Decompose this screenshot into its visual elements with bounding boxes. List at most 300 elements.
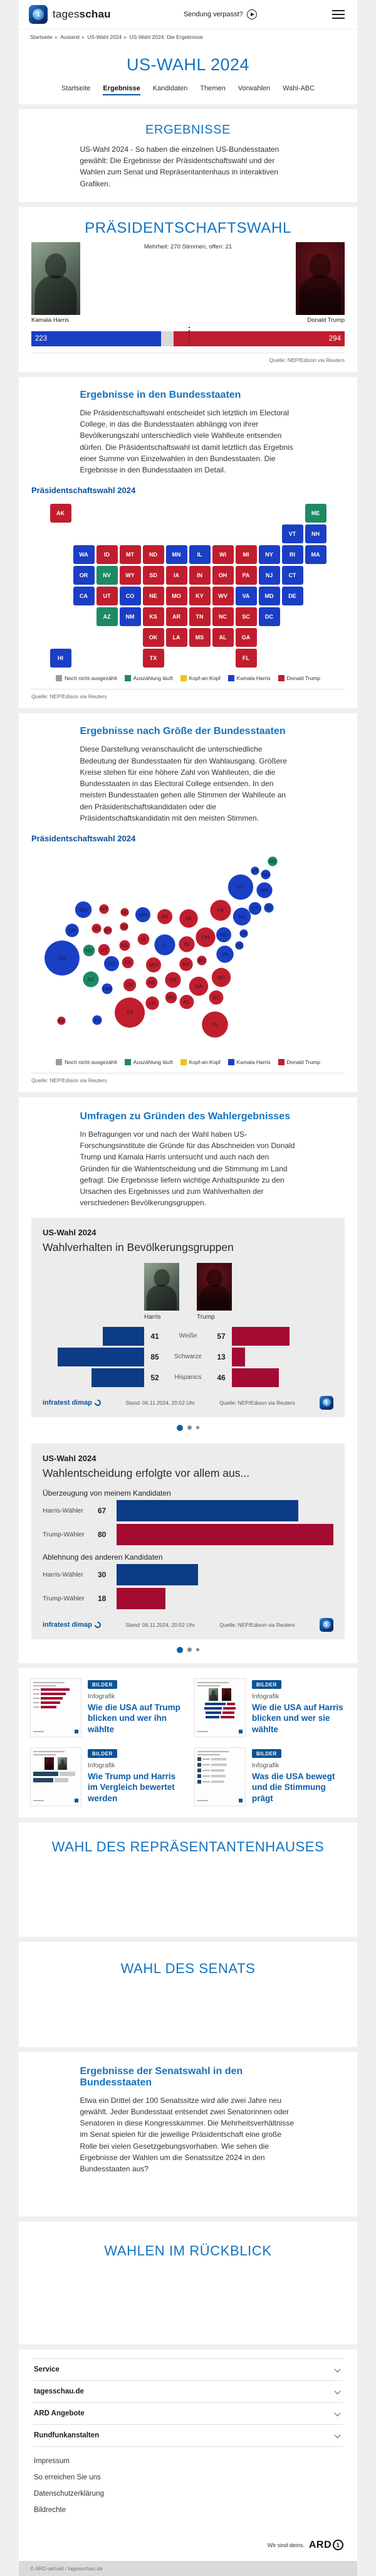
- header-card: [19, 0, 357, 104]
- state-bubble-label: AZ: [87, 976, 95, 982]
- source-note: Quelle: NEP/Edison via Reuters: [31, 1077, 107, 1083]
- source-note: Quelle: NEP/Edison via Reuters: [31, 693, 107, 700]
- breadcrumb-link[interactable]: US-Wahl 2024: [87, 34, 122, 40]
- thumb-red-bar: [227, 1703, 235, 1705]
- state-bubble-label: PA: [217, 907, 224, 913]
- legend-item: [228, 675, 271, 681]
- trump-value: 46: [217, 1373, 226, 1382]
- copyright-bar: © ARD-aktuell / tagesschau.de: [19, 2561, 357, 2576]
- row-value: 30: [98, 1570, 107, 1579]
- footer-accordion-rundfunkanstalten[interactable]: [33, 2424, 343, 2447]
- thumb-red-bar: [223, 1707, 236, 1710]
- senate-results-text: Etwa ein Drittel der 100 Senatssitze wird alle zwei Jahre neu gewählt. Jeder Bundesstaat entsendet zwei Senatorinnen oder Senatoren in diese Kongresskammer. Die Mehrheitsverhältnisse im Senat spielen für die jeweilige Präsidentschaft eine große Rolle bei vielen Gesetzgebungsvorhaben. Wie sehen die Ergebnisse der Wahlen um die Senatssitze 2024 in den Bundesstaaten aus?: [80, 2095, 295, 2174]
- thumb-square: [197, 1774, 201, 1778]
- state-bubble-label: OK: [125, 981, 134, 988]
- state-tile-IN[interactable]: IN: [189, 566, 211, 585]
- state-tile-MT[interactable]: MT: [120, 545, 141, 564]
- state-bubble-label: KY: [182, 961, 190, 967]
- electoral-college-bar: [31, 331, 345, 346]
- breadcrumb-link[interactable]: US-Wahl 2024: Die Ergebnisse: [129, 34, 203, 40]
- thumb-footer: [33, 1730, 78, 1733]
- teaser-card: [19, 1668, 357, 1818]
- legend-item: [278, 675, 320, 681]
- harris-bar-track: [43, 1368, 144, 1387]
- state-bubble-label: LA: [149, 999, 156, 1006]
- thumb-harris-photo: [209, 1688, 218, 1701]
- state-bubble-label: DC: [235, 942, 244, 949]
- infratest-arc-icon: [93, 1621, 102, 1629]
- state-bubble-label: OR: [68, 927, 76, 934]
- state-tile-UT[interactable]: UT: [97, 587, 118, 605]
- state-tile-CA[interactable]: CA: [73, 587, 95, 605]
- harris-bar: [103, 1327, 144, 1346]
- state-bubble-label: KS: [124, 959, 132, 966]
- state-bubble-label: MI: [185, 915, 192, 922]
- breadcrumb: [19, 29, 357, 45]
- senate-card: [19, 1942, 357, 2047]
- trump-value: 13: [217, 1352, 226, 1361]
- thumb-bar-row: [197, 1769, 243, 1772]
- state-tile-NY[interactable]: NY: [259, 545, 280, 564]
- demographics-chart: [31, 1218, 345, 1417]
- state-bubble-label: OH: [201, 934, 210, 940]
- bubble-text: Diese Darstellung veranschaulicht die unterschiedliche Bedeutung der Bundesstaaten für den Wahlausgang. Größere Kreise stehen für eine höhere Zahl von Wahlleuten, die die Bundesstaaten in das Electoral College entsenden. In den meisten Bundesstaaten gehen alle Stimmen der Wahlleute an den Präsidentschaftskandidaten oder die Präsidentschaftskandidatin mit den meisten Stimmen.: [80, 745, 287, 822]
- state-map-card: [19, 377, 357, 708]
- state-tile-WY[interactable]: WY: [120, 566, 141, 585]
- legend-swatch: [180, 1059, 187, 1065]
- state-tile-RI[interactable]: RI: [282, 545, 303, 564]
- legend-item: [125, 1059, 173, 1065]
- thumb-footer: [33, 1799, 78, 1802]
- state-tile-CT[interactable]: CT: [282, 566, 303, 585]
- state-tile-NH[interactable]: NH: [305, 524, 326, 543]
- teaser-item[interactable]: [194, 1747, 346, 1806]
- thumb-bar-row: [197, 1707, 243, 1710]
- state-tile-OR[interactable]: OR: [73, 566, 95, 585]
- president-card: [19, 207, 357, 372]
- thumb-bar-row: [33, 1706, 78, 1708]
- thumb-gray-bar: [60, 1772, 75, 1776]
- state-tile-SC[interactable]: SC: [236, 607, 257, 626]
- map-text: Die Präsidentschaftswahl entscheidet sich letztlich im Electoral College, in das die Bundesstaaten abhängig von ihrer Bevölkerungszahl unterschiedlich viele Wahlleute entsenden dürfen. Die Präsidentschaftswahl ist damit letztlich das Ergebnis einer Summe von Einzelwahlen in den Bundesstaaten. Die Ergebnisse in den Bundesstaaten im Detail.: [80, 408, 293, 475]
- legend-swatch: [180, 675, 187, 681]
- row-value: 67: [98, 1506, 107, 1515]
- surveys-text: In Befragungen vor und nach der Wahl haben US-Forschungsinstitute die Gründe für das Abschneiden von Donald Trump und Kamala Harris untersucht und auch nach den Gründen für die Wahlentscheidung und die Stimmung im Land gefragt. Die Ergebnisse liefern wichtige Anhaltspunkte zu den Ursachen des Ergebnisses und zum Wahlverhalten der verschiedenen Bevölkerungsgruppen.: [80, 1129, 295, 1208]
- state-bubble-label: CA: [58, 954, 66, 961]
- motivation-groups: [43, 1489, 333, 1609]
- teaser-title[interactable]: Wie die USA auf Harris blicken und wer sie wählte: [252, 1702, 343, 1734]
- state-bubble-label: MA: [260, 886, 269, 893]
- demographics-row: [43, 1348, 333, 1366]
- trump-bar-track: [232, 1327, 333, 1346]
- footer-link-datenschutzerklrung[interactable]: Datenschutzerklärung: [34, 2489, 104, 2498]
- thumb-line: [33, 1685, 56, 1686]
- teaser-thumbnail: [30, 1678, 81, 1737]
- trump-column-label: Trump: [197, 1313, 215, 1321]
- teaser-kicker: Infografik: [88, 1761, 115, 1769]
- thumb-footer: [197, 1730, 243, 1733]
- sendung-verpasst-link[interactable]: [184, 9, 257, 19]
- state-tile-AZ[interactable]: AZ: [97, 607, 118, 626]
- legend-label: Kamala Harris: [236, 675, 271, 682]
- state-tile-WA[interactable]: WA: [73, 545, 95, 564]
- state-tile-ME[interactable]: ME: [305, 504, 326, 523]
- chart-stand: Stand: 06.11.2024, 20:52 Uhr: [125, 1621, 196, 1628]
- tagesschau-icon: 1: [320, 1618, 333, 1632]
- state-bubble-label: CO: [107, 960, 116, 967]
- harris-bar: [58, 1348, 144, 1366]
- senate-results-card: [19, 2052, 357, 2217]
- footer-link-impressum[interactable]: Impressum: [34, 2457, 70, 2465]
- harris-value: 52: [150, 1373, 159, 1382]
- teaser-thumbnail: [194, 1747, 246, 1806]
- teaser-title[interactable]: Was die USA bewegt und die Stimmung prägt: [252, 1771, 335, 1803]
- state-bubble-label: ND: [120, 908, 129, 915]
- state-tile-TN[interactable]: TN: [189, 607, 211, 626]
- thumb-line: [197, 1751, 229, 1752]
- state-bubble-label: WI: [161, 913, 169, 920]
- thumb-bar-row: [197, 1780, 243, 1784]
- bilder-badge: BILDER: [252, 1749, 281, 1758]
- breadcrumb-separator: ▸: [124, 34, 127, 40]
- state-tile-MI[interactable]: MI: [236, 545, 257, 564]
- demographics-row: [43, 1327, 333, 1346]
- tab-startseite[interactable]: Startseite: [61, 85, 91, 92]
- carousel-dot[interactable]: [196, 1426, 199, 1429]
- thumb-blue-bar: [206, 1716, 219, 1718]
- teaser-text: [252, 1678, 346, 1737]
- thumb-red-bar: [41, 1706, 56, 1708]
- thumb-trump-photo: [44, 1757, 54, 1770]
- state-tile-MN[interactable]: MN: [166, 545, 187, 564]
- thumb-red-bar: [221, 1716, 234, 1718]
- state-bubble-label: RI: [266, 904, 272, 911]
- state-tile-NJ[interactable]: NJ: [259, 566, 280, 585]
- state-bubble-label: AR: [148, 979, 155, 986]
- legend-label: Kopf-an-Kopf: [189, 675, 221, 682]
- state-tile-FL[interactable]: FL: [236, 649, 257, 668]
- surveys-card: [19, 1097, 357, 1663]
- teaser-title[interactable]: Wie Trump und Harris im Vergleich bewertet werden: [88, 1771, 176, 1803]
- state-tile-NM[interactable]: NM: [120, 607, 141, 626]
- state-tile-NV[interactable]: NV: [97, 566, 118, 585]
- source-note: Quelle: NEP/Edison via Reuters: [269, 356, 345, 363]
- thumb-line: [33, 1706, 39, 1708]
- thumb-line: [33, 1693, 39, 1695]
- state-tile-LA[interactable]: LA: [166, 628, 187, 647]
- legend-item: [56, 1059, 117, 1065]
- thumb-bar-row: [197, 1757, 243, 1761]
- accordion-label: ARD Angebote: [34, 2409, 85, 2417]
- harris-name: Kamala Harris: [31, 316, 70, 324]
- state-tile-NC[interactable]: NC: [212, 607, 234, 626]
- ard-claim: Wir sind deins.: [267, 2541, 305, 2548]
- senate-heading: WAHL DES SENATS: [120, 1960, 256, 1976]
- menu-icon[interactable]: [330, 8, 347, 21]
- state-bubble-label: ID: [93, 925, 100, 932]
- trump-name: Donald Trump: [307, 316, 345, 324]
- surveys-heading: Umfragen zu Gründen des Wahlergebnisses: [80, 1110, 290, 1122]
- state-tile-OH[interactable]: OH: [212, 566, 234, 585]
- chart-source: Quelle: NEP/Edison via Reuters: [219, 1399, 295, 1406]
- thumb-harris-photo: [58, 1757, 67, 1770]
- state-tile-MA[interactable]: MA: [305, 545, 326, 564]
- teaser-thumbnail: [194, 1678, 246, 1737]
- state-bubble-label: NH: [261, 871, 270, 878]
- state-tile-IL[interactable]: IL: [189, 545, 211, 564]
- tab-bar: [19, 85, 357, 104]
- state-tile-WV[interactable]: WV: [212, 587, 234, 605]
- majority-marker: [189, 327, 190, 346]
- thumb-red-bar: [41, 1697, 63, 1700]
- state-bubble-label: NM: [103, 985, 112, 992]
- state-tile-NE[interactable]: NE: [143, 587, 164, 605]
- thumb-line: [202, 1775, 210, 1777]
- thumb-line: [33, 1754, 56, 1755]
- tab-themen[interactable]: Themen: [200, 85, 226, 92]
- page: [19, 0, 357, 2576]
- tagesschau-logo[interactable]: [29, 5, 111, 24]
- thumb-gray-bar: [211, 1769, 225, 1772]
- state-tile-IA[interactable]: IA: [166, 566, 187, 585]
- bar-track: [117, 1524, 333, 1545]
- state-bubble-label: AK: [58, 1017, 65, 1024]
- legend-swatch: [278, 1059, 285, 1065]
- thumb-photos: [33, 1757, 78, 1770]
- thumb-gray-bar: [55, 1778, 68, 1782]
- state-bubble-label: CT: [251, 905, 259, 912]
- thumb-navy-bar: [33, 1778, 53, 1782]
- tab-ergebnisse[interactable]: Ergebnisse: [103, 85, 140, 95]
- carousel-dots: [19, 1639, 357, 1663]
- bilder-badge: BILDER: [88, 1680, 117, 1689]
- thumb-tagesschau-icon: [239, 1799, 243, 1802]
- state-tile-VT[interactable]: VT: [282, 524, 303, 543]
- chart-title: Wahlverhalten in Bevölkerungsgruppen: [43, 1240, 234, 1253]
- teaser-thumbnail: [30, 1747, 81, 1806]
- teaser-item[interactable]: [30, 1747, 182, 1806]
- tagesschau-icon: 1: [320, 1396, 333, 1410]
- thumb-line: [33, 1702, 39, 1703]
- state-bubble-label: HI: [94, 1016, 100, 1023]
- harris-column-label: Harris: [144, 1313, 161, 1321]
- carousel-dot[interactable]: [196, 1648, 199, 1651]
- thumb-bar-row: [33, 1688, 78, 1691]
- thumb-bar-row: [33, 1697, 78, 1700]
- state-tile-DC[interactable]: DC: [259, 607, 280, 626]
- breadcrumb-separator: ▸: [81, 34, 85, 40]
- group-label: Hispanics: [174, 1374, 202, 1381]
- legend-item: [278, 1059, 320, 1065]
- thumb-red-bar: [41, 1693, 66, 1695]
- bar-segment-harris: 223: [31, 331, 161, 346]
- thumb-square: [197, 1769, 201, 1772]
- chart-footer: [43, 1618, 333, 1632]
- thumb-red-bar: [41, 1688, 70, 1691]
- state-tile-HI[interactable]: HI: [50, 649, 71, 668]
- thumb-line: [202, 1764, 210, 1765]
- thumb-gray-bar: [211, 1758, 226, 1760]
- motivation-group-label: Überzeugung von meinem Kandidaten: [43, 1488, 171, 1498]
- state-tile-GA[interactable]: GA: [236, 628, 257, 647]
- motivation-group-label: Ablehnung des anderen Kandidaten: [43, 1552, 163, 1562]
- candidate-names: [19, 315, 357, 326]
- state-tile-ID[interactable]: ID: [97, 545, 118, 564]
- us-states-map[interactable]: [50, 504, 326, 668]
- teaser-item[interactable]: [194, 1678, 346, 1737]
- ard-one-icon: 1: [333, 2540, 343, 2550]
- legend-swatch: [228, 675, 234, 681]
- legend-label: Auszählung läuft: [133, 1058, 173, 1065]
- thumb-blue-bar: [204, 1707, 221, 1710]
- row-label: Harris-Wähler: [43, 1506, 83, 1514]
- state-tile-MS[interactable]: MS: [189, 628, 211, 647]
- state-tile-AL[interactable]: AL: [212, 628, 234, 647]
- intro-text: US-Wahl 2024 - So haben die einzelnen US-Bundesstaaten gewählt: Die Ergebnisse der Präsidentschaftswahl und der Wahlen zum Senat und Repräsentantenhaus in interaktiven Grafiken.: [80, 145, 279, 188]
- bar-trump: [117, 1588, 165, 1609]
- state-bubble-label: IA: [140, 935, 147, 942]
- brand-wordmark: tagesschau: [53, 8, 111, 20]
- thumb-bar-row: [33, 1778, 78, 1782]
- state-bubble-label: SC: [212, 994, 220, 1001]
- state-tile-DE[interactable]: DE: [282, 587, 303, 605]
- review-card: [19, 2222, 357, 2344]
- review-heading: WAHLEN IM RÜCKBLICK: [104, 2242, 272, 2259]
- breadcrumb-link[interactable]: Ausland: [60, 34, 80, 40]
- state-tile-KS[interactable]: KS: [143, 607, 164, 626]
- carousel-dot[interactable]: [177, 1647, 183, 1653]
- trump-bar-track: [232, 1348, 333, 1366]
- bar-track: [117, 1500, 333, 1521]
- legend-label: Auszählung läuft: [133, 675, 173, 682]
- thumb-line: [197, 1800, 208, 1801]
- ard-logo: ARD 1: [309, 2540, 343, 2551]
- footer-link-soerreichensieuns[interactable]: So erreichen Sie uns: [34, 2473, 101, 2481]
- thumb-gray-bar: [211, 1764, 227, 1766]
- teaser-kicker: Infografik: [88, 1692, 115, 1700]
- accordion-label: tagesschau.de: [34, 2387, 84, 2395]
- footer-links: [33, 2447, 343, 2518]
- state-bubble-label: NJ: [238, 913, 246, 920]
- state-tile-TX[interactable]: TX: [143, 649, 164, 668]
- carousel-dot[interactable]: [187, 1425, 192, 1430]
- teaser-item[interactable]: [30, 1678, 182, 1737]
- teaser-title[interactable]: Wie die USA auf Trump blicken und wer ihn wählte: [88, 1702, 180, 1734]
- footer-accordions: [33, 2358, 343, 2447]
- state-tile-PA[interactable]: PA: [236, 566, 257, 585]
- thumb-square: [197, 1757, 201, 1761]
- accordion-label: Rundfunkanstalten: [34, 2431, 100, 2439]
- state-bubble-label: TN: [169, 976, 177, 983]
- demographics-rows: [43, 1327, 333, 1387]
- thumb-red-bar: [222, 1711, 234, 1714]
- map-legend: [19, 671, 357, 683]
- footer-accordion-ardangebote[interactable]: [33, 2402, 343, 2424]
- state-bubble-label: VT: [251, 867, 259, 874]
- thumb-gray-bar: [211, 1780, 224, 1783]
- state-tile-CO[interactable]: CO: [120, 587, 141, 605]
- thumb-bar-row: [197, 1711, 243, 1714]
- legend-label: Kopf-an-Kopf: [189, 1058, 221, 1065]
- motivation-row: [43, 1564, 333, 1585]
- accordion-label: Service: [34, 2365, 60, 2373]
- state-bubble-label: NE: [121, 942, 128, 949]
- bubble-chart[interactable]: [19, 843, 357, 1055]
- carousel-dot[interactable]: [177, 1425, 183, 1431]
- house-card: [19, 1823, 357, 1937]
- state-tile-MD[interactable]: MD: [259, 587, 280, 605]
- state-tile-AK[interactable]: AK: [50, 504, 71, 523]
- house-heading: WAHL DES REPRÄSENTANTENHAUSES: [51, 1838, 325, 1855]
- state-bubble-label: IN: [184, 940, 190, 947]
- footer-accordion-service[interactable]: [33, 2358, 343, 2380]
- state-bubble-label: MT: [100, 905, 108, 912]
- thumb-line: [197, 1754, 220, 1755]
- row-label: Trump-Wähler: [43, 1530, 85, 1538]
- footer-link-bildrechte[interactable]: Bildrechte: [34, 2506, 66, 2514]
- state-bubble-label: MS: [167, 994, 175, 1001]
- legend-item: [125, 675, 173, 681]
- state-bubble-label: NV: [85, 947, 93, 954]
- tab-kandidaten[interactable]: Kandidaten: [152, 85, 188, 92]
- tab-wahlabc[interactable]: Wahl-ABC: [283, 85, 315, 92]
- harris-bar-track: [43, 1348, 144, 1366]
- state-tile-AR[interactable]: AR: [166, 607, 187, 626]
- bubble-svg: [41, 848, 335, 1055]
- tagesschau-app-icon: [29, 5, 48, 24]
- infratest-dimap-logo: infratest dimap: [43, 1621, 101, 1629]
- thumb-blue-bar: [205, 1703, 225, 1705]
- state-bubble-label: MN: [138, 911, 147, 918]
- intro-card: [19, 109, 357, 202]
- legend-label: Noch nicht ausgezählt: [65, 675, 117, 682]
- state-tile-WI[interactable]: WI: [212, 545, 234, 564]
- carousel-dot[interactable]: [187, 1647, 192, 1652]
- trump-bar-track: [232, 1368, 333, 1387]
- thumb-bar-row: [33, 1772, 78, 1776]
- kamala-harris-photo: [31, 242, 80, 315]
- bar-segment-open: [161, 331, 174, 346]
- state-tile-VA[interactable]: VA: [236, 587, 257, 605]
- legend-swatch: [56, 1059, 62, 1065]
- map-chart-label: Präsidentschaftswahl 2024: [31, 486, 136, 496]
- bubble-heading: Ergebnisse nach Größe der Bundesstaaten: [80, 726, 286, 737]
- row-value: 80: [98, 1530, 107, 1539]
- state-bubble-label: NY: [237, 883, 244, 890]
- chart-stand: Stand: 06.11.2024, 20:52 Uhr: [125, 1399, 196, 1406]
- tab-vorwahlen[interactable]: Vorwahlen: [238, 85, 271, 92]
- row-label: Trump-Wähler: [43, 1594, 85, 1602]
- state-bubble-label: SD: [120, 923, 128, 930]
- group-label: Schwarze: [174, 1353, 202, 1361]
- state-tile-MO[interactable]: MO: [166, 587, 187, 605]
- bar-track: [117, 1588, 333, 1609]
- state-bubble-label: IL: [162, 941, 167, 948]
- legend-swatch: [125, 675, 131, 681]
- legend-item: [56, 675, 117, 681]
- state-tile-SD[interactable]: SD: [143, 566, 164, 585]
- thumb-bar-row: [197, 1763, 243, 1767]
- state-tile-OK[interactable]: OK: [143, 628, 164, 647]
- breadcrumb-link[interactable]: Startseite: [30, 34, 53, 40]
- map-heading: Ergebnisse in den Bundesstaaten: [80, 389, 241, 400]
- bar-trump: [117, 1524, 333, 1545]
- footer-accordion-tagesschaude[interactable]: [33, 2380, 343, 2402]
- legend-item: [180, 1059, 221, 1065]
- state-tile-KY[interactable]: KY: [189, 587, 211, 605]
- state-tile-ND[interactable]: ND: [143, 545, 164, 564]
- teaser-text: [88, 1678, 182, 1737]
